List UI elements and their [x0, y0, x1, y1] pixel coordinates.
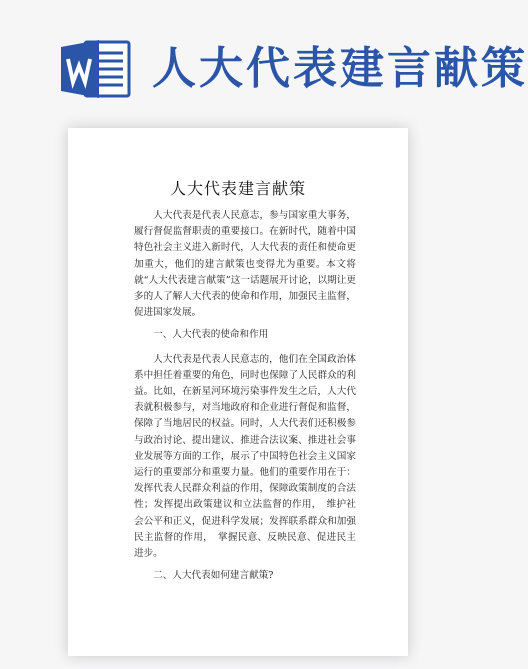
banner — [0, 0, 528, 120]
banner-title: 人大代表建言献策 — [152, 43, 528, 94]
word-icon — [59, 38, 131, 100]
section-heading-1: 一、人大代表的使命和作用 — [153, 329, 269, 341]
document-body — [134, 208, 356, 592]
document-title: 人大代表建言献策 — [169, 179, 306, 198]
section-heading-2: 二、人大代表如何建言献策? — [153, 570, 274, 582]
paragraph-mission: 人大代表是代表人民意志的，他们在全国政治体系中担任着重要的角色，同时也保障了人民群众的利益。比如，在新星河环境污染事件发生之后，人大代表就积极参与，对当地政府和企业进行督促和监督，保障了当地居民的权益。同时，人大代表们还积极参与政治讨论、提出建议、推进合法议案、推进社会事业发展等方面的工作，展示了中国特色社会主义国家运行的重要部分和重要力量。他们的重要作用在于：发挥代表人民群众利益的作用，保障政策制度的合法性；发挥提出政策建议和立法监督的作用， 维护社会公平和正义，促进科学发展；发挥联系群众和加强民主监督的作用， 掌握民意、反映民意、促进民主进步。 — [134, 353, 356, 560]
paragraph-intro: 人大代表是代表人民意志，参与国家重大事务，履行督促监督职责的重要接口。在新时代，随着中国特色社会主义进入新时代，人大代表的责任和使命更加重大，他们的建言献策也变得尤为重要。本文将就“人大代表建言献策”这一话题展开讨论，以期让更多的人了解人大代表的使命和作用，加强民主监督，促进国家发展。 — [134, 210, 356, 319]
document-page — [68, 128, 408, 656]
